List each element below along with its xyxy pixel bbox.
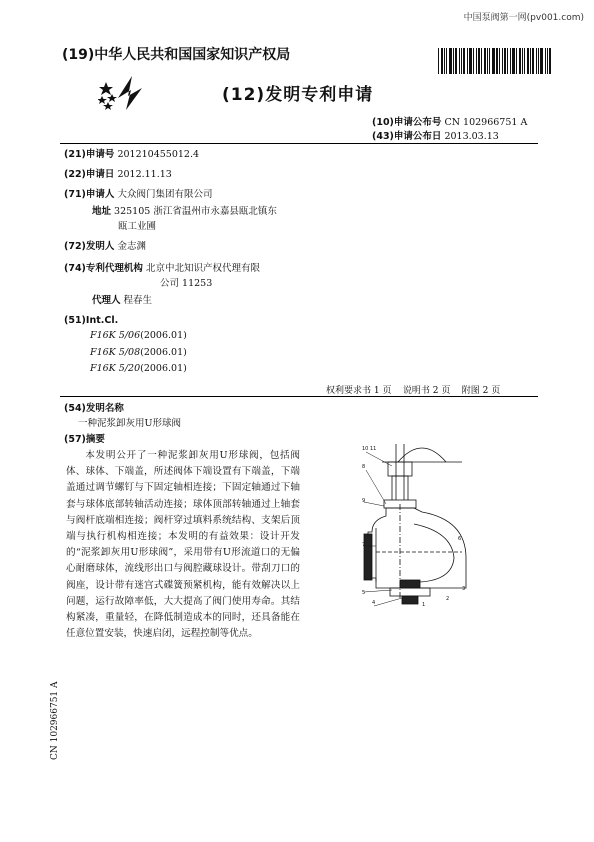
barcode-bar — [478, 48, 480, 74]
barcode-bar — [504, 48, 506, 74]
barcode-bar — [499, 48, 500, 74]
barcode-bar — [476, 48, 477, 74]
publication-date-value: 2013.03.13 — [444, 131, 499, 142]
figure-reference-numeral: 7 — [362, 542, 366, 548]
figure-reference-numeral: 9 — [362, 498, 366, 504]
barcode-bar — [487, 48, 488, 74]
office-name: (19)中华人民共和国国家知识产权局 — [62, 47, 291, 63]
cnipa-emblem-icon — [98, 74, 154, 114]
application-number-value: 201210455012.4 — [117, 149, 200, 160]
barcode-bar — [441, 48, 443, 74]
address-row — [92, 205, 277, 218]
barcode-bar — [469, 48, 472, 74]
figure-reference-numeral: 10 — [362, 446, 369, 452]
application-number-label: (21)申请号 — [64, 149, 115, 160]
barcode-bar — [502, 48, 503, 74]
agent-row — [92, 294, 152, 307]
barcode-bar — [507, 48, 508, 74]
agent-value: 程春生 — [123, 295, 153, 306]
figure-reference-numeral: 4 — [372, 600, 376, 606]
barcode-bar — [459, 48, 460, 74]
figure-reference-numeral: 5 — [362, 590, 366, 596]
publication-date-label: (43)申请公布日 — [372, 131, 442, 142]
application-date-value: 2012.11.13 — [117, 169, 172, 180]
invention-title-label — [64, 402, 124, 415]
barcode-bar — [473, 48, 474, 74]
address-value-line2: 瓯工业圃 — [118, 221, 157, 232]
site-watermark: 中国泵阀第一网(pv001.com) — [463, 13, 584, 23]
invention-title-value: 一种泥浆卸灰用U形球阀 — [78, 418, 182, 429]
barcode-bar — [455, 48, 457, 74]
barcode-bar — [538, 48, 539, 74]
barcode-bar — [481, 48, 482, 74]
ipc-code: F16K 5/06 — [90, 330, 141, 341]
barcode-bar — [449, 48, 452, 74]
ipc-version: (2006.01) — [140, 347, 187, 358]
barcode-bar — [484, 48, 486, 74]
figure-reference-numeral: 11 — [370, 446, 377, 452]
side-publication-number: CN 102966751 A — [50, 681, 60, 760]
address-label: 地址 — [92, 206, 112, 217]
barcode-bar — [510, 48, 511, 74]
barcode-bar — [547, 48, 548, 74]
agency-value-line2: 公司 11253 — [160, 278, 213, 289]
publication-number-value: CN 102966751 A — [444, 117, 528, 128]
barcode-bar — [453, 48, 454, 74]
applicant-label: (71)申请人 — [64, 189, 115, 200]
barcode-bar — [512, 48, 515, 74]
intcl-label — [64, 314, 118, 327]
applicant-value: 大众阀门集团有限公司 — [117, 189, 213, 200]
figure-reference-numeral: 2 — [446, 596, 450, 602]
barcode-bar — [492, 48, 495, 74]
agency-row — [64, 262, 260, 275]
barcode-bar — [444, 48, 445, 74]
agent-label: 代理人 — [92, 295, 121, 306]
ipc-code: F16K 5/08 — [90, 347, 141, 358]
abstract-label-text: (57)摘要 — [64, 434, 105, 445]
agency-label: (74)专利代理机构 — [64, 263, 143, 274]
inventor-value: 金志渊 — [117, 241, 146, 252]
barcode-bar — [496, 48, 498, 74]
document-type-title: (12)发明专利申请 — [222, 85, 374, 105]
application-date-row — [64, 168, 172, 181]
inventor-row — [64, 240, 146, 253]
ipc-version: (2006.01) — [140, 363, 187, 374]
abstract-label — [64, 433, 105, 446]
figure-reference-numeral: 3 — [462, 586, 466, 592]
publication-date-row — [372, 128, 499, 142]
abstract-divider — [60, 396, 538, 397]
barcode-bar — [516, 48, 517, 74]
barcode-bar — [549, 48, 551, 74]
barcode-bar — [438, 48, 439, 74]
barcode-bar — [522, 48, 523, 74]
address-value-line1: 325105 浙江省温州市永嘉县瓯北镇东 — [114, 206, 277, 217]
abstract-text: 本发明公开了一种泥浆卸灰用U形球阀，包括阀体、球体、下端盖，所述阀体下端设置有下端盖，下端盖通过调节螺钉与下固定轴相连接；下固定轴通过下轴套与球体底部转轴活动连接；球体顶部转轴通过上轴套与阀杆底端相连接；阀杆穿过填料系统结构、支架后顶端与执行机构相连接；本发明的有益效果：设计开发的“泥浆卸灰用U形球阀”，采用带有U形流道口的无偏心耐磨球体，流线形出口与阀腔藏球设计。带刮刀口的阀座，设计带有迷宫式碟簧预紧机构，能有效解决以上问题，运行故障率低，大大提高了阀门使用寿命。其结构紧凑，重量轻，在降低制造成本的同时，还具备能在任意位置安装，快速启闭，远程控制等优点。 — [66, 450, 300, 640]
barcode-bar — [519, 48, 521, 74]
application-date-label: (22)申请日 — [64, 169, 115, 180]
application-number-row — [64, 148, 199, 161]
barcode-bar — [530, 48, 531, 74]
ipc-item — [90, 330, 187, 341]
agency-value-line1: 北京中北知识产权代理有限 — [145, 263, 260, 274]
applicant-row — [64, 188, 212, 201]
barcode-bar — [524, 48, 525, 74]
publication-number-row — [372, 114, 527, 128]
intcl-label-text: (51)Int.Cl. — [64, 315, 119, 326]
figure-reference-numeral: 1 — [422, 602, 426, 608]
invention-title-label-text: (54)发明名称 — [64, 403, 124, 414]
ipc-item — [90, 347, 187, 358]
barcode-bar — [536, 48, 537, 74]
publication-number-label: (10)申请公布号 — [372, 117, 442, 128]
page-counts: 权利要求书 1 页 说明书 2 页 附图 2 页 — [326, 386, 501, 396]
figure-reference-numeral: 8 — [362, 464, 366, 470]
barcode-bar — [463, 48, 465, 74]
barcode-bar — [540, 48, 543, 74]
valve-drawing — [362, 440, 482, 610]
barcode-bar — [527, 48, 529, 74]
inventor-label: (72)发明人 — [64, 241, 115, 252]
ipc-code: F16K 5/20 — [90, 363, 141, 374]
ipc-item — [90, 363, 187, 374]
barcode-bar — [461, 48, 462, 74]
figure-reference-numeral: 6 — [458, 536, 462, 542]
barcode — [438, 48, 554, 74]
ipc-version: (2006.01) — [140, 330, 187, 341]
barcode-bar — [532, 48, 534, 74]
barcode-bar — [489, 48, 490, 74]
barcode-bar — [467, 48, 468, 74]
barcode-bar — [446, 48, 447, 74]
header-divider — [60, 143, 538, 144]
barcode-bar — [545, 48, 546, 74]
handwheel-arc — [398, 448, 446, 462]
